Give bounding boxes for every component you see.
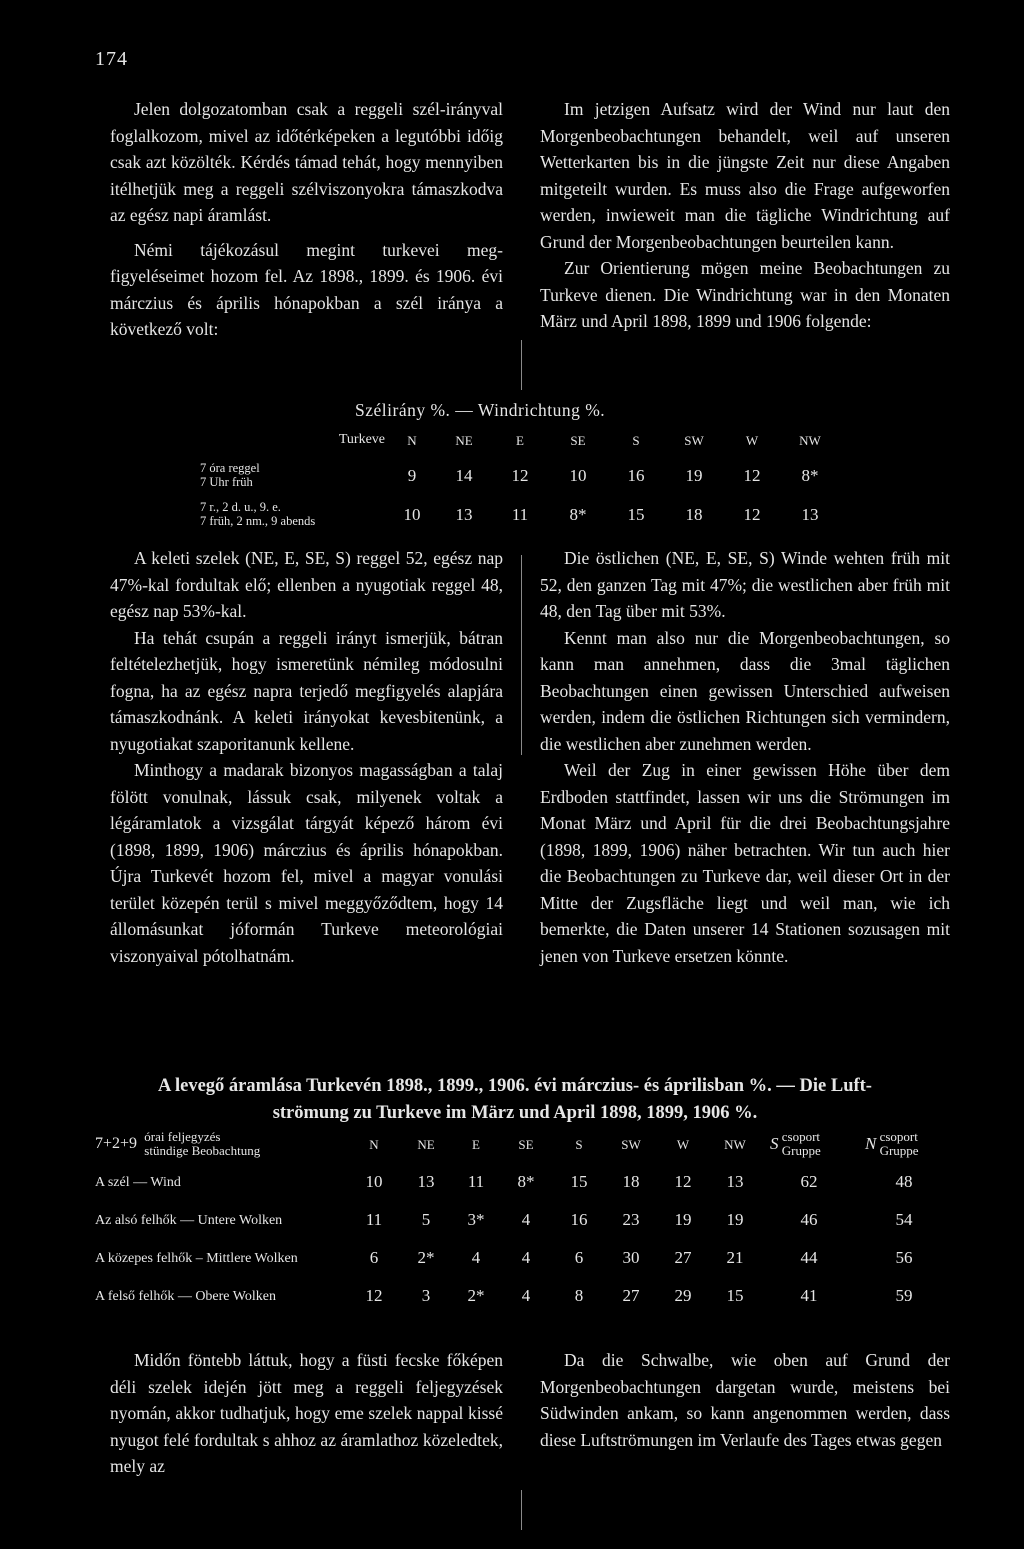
table2-col-header: NW xyxy=(724,1137,746,1152)
paragraph: Minthogy a madarak bizonyos magasságban a talaj fölött vonulnak, lássuk csak, milyenek voltak a légáramlatok a vizsgálat tárgyát képező három évi (1898, 1899, 1906) márczius és április hónapokban. Újra Turkevét hozom fel, mivel a magyar vonulási terület közepén terül s mivel meggyőződtem, hogy 14 állomásunkat jóformán Turkeve meteorológiai viszonyaival pótolhatnám. xyxy=(110,760,503,966)
table1-header-label: Turkeve xyxy=(338,432,385,447)
table2-cell: 3* xyxy=(467,1210,485,1229)
table2-cell: 15 xyxy=(726,1286,744,1305)
table2-title-line: strömung zu Turkeve im März und April 1898, 1899, 1906 %. xyxy=(272,1103,758,1123)
table2-cell: 62 xyxy=(800,1172,818,1191)
table2-cell: 27 xyxy=(622,1286,640,1305)
paragraph: Ha tehát csupán a reggeli irányt ismerjük, bátran feltételezhetjük, hogy ismeretünk némileg módosulni fogna, ha az egész napra terjedő megfigyelés alapjára támaszkodnánk. A keleti irányokat kevesbitenünk, a nyugotiakat szaporitanunk kellene. xyxy=(110,627,503,754)
table2-group-n-header: N csoport Gruppe xyxy=(865,1129,919,1158)
table1-cell: 11 xyxy=(511,505,529,524)
table1-row xyxy=(200,461,860,495)
table2-row xyxy=(95,1248,945,1276)
table1-cell: 15 xyxy=(627,505,645,524)
table2-title-line: A levegő áramlása Turkevén 1898., 1899., 1906. évi márczius- és áprilisban %. — Die Luft- xyxy=(158,1076,872,1096)
table2-cell: 30 xyxy=(622,1248,640,1267)
table2-row-label: Az alsó felhők — Untere Wolken xyxy=(95,1213,283,1228)
page-number: 174 xyxy=(95,48,128,70)
table2-cell: 19 xyxy=(674,1210,692,1229)
table2-cell: 27 xyxy=(674,1248,692,1267)
table1-cell: 16 xyxy=(627,466,645,485)
paragraph: Zur Orientierung mögen meine Beobachtungen zu Turkeve dienen. Die Windrichtung war in den Monaten März und April 1898, 1899 und 1906 folgende: xyxy=(540,258,950,331)
table2-col-header: E xyxy=(472,1137,480,1152)
table1-cell: 14 xyxy=(455,466,473,485)
table2-cell: 18 xyxy=(622,1172,640,1191)
table2-row-label: A közepes felhők – Mittlere Wolken xyxy=(95,1251,298,1266)
table2-cell: 2* xyxy=(467,1286,485,1305)
table1-cell: 10 xyxy=(569,466,587,485)
table2-row xyxy=(95,1210,945,1238)
table2-cell: 41 xyxy=(800,1286,818,1305)
left-column-middle xyxy=(110,545,503,969)
table1-row-label: 7 Uhr früh xyxy=(200,475,253,489)
table1-row-label: 7 früh, 2 nm., 9 abends xyxy=(200,514,316,528)
table2-cell: 4 xyxy=(471,1248,481,1267)
table2-cell: 6 xyxy=(574,1248,584,1267)
table2-cell: 56 xyxy=(895,1248,913,1267)
paragraph: Im jetzigen Aufsatz wird der Wind nur laut den Morgenbeobachtungen behandelt, weil auf unseren Wetterkarten bis in die jüngste Zeit nur diese Angaben mitgeteilt wurden. Es muss also die Frage aufgeworfen werden, inwieweit man die tägliche Windrichtung auf Grund der Morgenbeobachtungen beurteilen kann. xyxy=(540,99,950,252)
table1-col-header: NW xyxy=(799,433,821,448)
table1-col-header: S xyxy=(632,433,640,448)
table2-cell: 8 xyxy=(574,1286,584,1305)
table2-cell: 3 xyxy=(421,1286,431,1305)
table2-cell: 29 xyxy=(674,1286,692,1305)
table2-header-label: stündige Beobachtung xyxy=(144,1143,261,1158)
table2-cell: 21 xyxy=(726,1248,744,1267)
table1-title: Szélirány %. — Windrichtung %. xyxy=(355,400,606,420)
table2-cell: 4 xyxy=(521,1248,531,1267)
table2-cell: 12 xyxy=(674,1172,692,1191)
table2-cell: 2* xyxy=(417,1248,435,1267)
table2-header-label: órai feljegyzés xyxy=(144,1129,221,1144)
table1-col-header: N xyxy=(407,433,417,448)
table1-cell: 13 xyxy=(801,505,819,524)
table2-group-s-header: S csoport Gruppe xyxy=(770,1129,821,1158)
table2-cell: 15 xyxy=(570,1172,588,1191)
table2-row-label: A szél — Wind xyxy=(95,1175,181,1190)
table2-row xyxy=(95,1286,945,1314)
table2-cell: 8* xyxy=(517,1172,535,1191)
table2-cell: 48 xyxy=(895,1172,913,1191)
table2-cell: 46 xyxy=(800,1210,818,1229)
table2-cell: 10 xyxy=(365,1172,383,1191)
table1-cell: 8* xyxy=(569,505,587,524)
column-divider xyxy=(521,1490,522,1530)
right-column-middle xyxy=(540,545,950,969)
table2-cell: 23 xyxy=(622,1210,640,1229)
table2-header-row xyxy=(95,1128,945,1164)
table1-row-label: 7 r., 2 d. u., 9. e. xyxy=(200,500,281,514)
table2-cell: 59 xyxy=(895,1286,913,1305)
table2-col-header: N xyxy=(369,1137,379,1152)
table2-header-prefix: 7+2+9 xyxy=(95,1135,138,1152)
table2-cell: 6 xyxy=(369,1248,379,1267)
column-divider xyxy=(521,555,522,755)
table2-cell: 5 xyxy=(421,1210,431,1229)
table2-col-header: SW xyxy=(621,1137,641,1152)
left-column-intro xyxy=(110,96,503,343)
table1-cell: 18 xyxy=(685,505,703,524)
table1-col-header: SW xyxy=(684,433,704,448)
paragraph: Jelen dolgozatomban csak a reggeli szél-irányval foglalkozom, mivel az időtérképeken a legutóbbi időig csak azt közölték. Kérdés támad tehát, hogy mennyiben itélhetjük meg a reggeli szélviszonyokra támaszkodva az egész napi áramlást. xyxy=(110,99,503,225)
table2-col-header: S xyxy=(575,1137,583,1152)
table2-col-header: SE xyxy=(518,1137,534,1152)
table1-col-header: NE xyxy=(455,433,473,448)
left-column-bottom xyxy=(110,1347,503,1480)
table2-col-header: W xyxy=(676,1137,690,1152)
table1-cell: 12 xyxy=(743,505,761,524)
table2-cell: 11 xyxy=(365,1210,383,1229)
table1-cell: 8* xyxy=(801,466,819,485)
table1-col-header: E xyxy=(516,433,524,448)
table2-cell: 13 xyxy=(726,1172,744,1191)
table2-cell: 4 xyxy=(521,1210,531,1229)
table1-cell: 19 xyxy=(685,466,703,485)
table2-cell: 19 xyxy=(726,1210,744,1229)
table2-title xyxy=(95,1073,935,1127)
right-column-bottom xyxy=(540,1347,950,1453)
table2-row-label: A felső felhők — Obere Wolken xyxy=(95,1289,276,1304)
table1-cell: 9 xyxy=(407,466,417,485)
table1-col-header: W xyxy=(745,433,759,448)
table2-col-header: NE xyxy=(417,1137,435,1152)
table1-col-header: SE xyxy=(570,433,586,448)
table1-row xyxy=(200,500,860,534)
paragraph: Kennt man also nur die Morgenbeobachtungen, so kann man annehmen, dass die 3mal täglichen Beobachtungen einen gewissen Unterschied aufweisen werden, indem die östlichen Richtungen sich vermindern, die westlichen aber zunehmen werden. xyxy=(540,627,950,754)
table2-cell: 12 xyxy=(365,1286,383,1305)
table2-cell: 16 xyxy=(570,1210,588,1229)
right-column-intro xyxy=(540,96,950,335)
table2-row xyxy=(95,1172,945,1200)
paragraph: Die östlichen (NE, E, SE, S) Winde wehten früh mit 52, den ganzen Tag mit 47%; die westlichen aber früh mit 48, den Tag über mit 53%. xyxy=(540,548,950,621)
table2-cell: 11 xyxy=(467,1172,485,1191)
table1-cell: 12 xyxy=(743,466,761,485)
table1-cell: 12 xyxy=(511,466,529,485)
table2-cell: 13 xyxy=(417,1172,435,1191)
table1-cell: 10 xyxy=(403,505,421,524)
paragraph: Weil der Zug in einer gewissen Höhe über dem Erdboden stattfindet, lassen wir uns die Strömungen im Monat März und April für die drei Beobachtungsjahre (1898, 1899, 1906) näher betrachten. Wir tun auch hier die Beobachtungen zu Turkeve dar, weil dieser Ort in der Mitte der Zugsfläche liegt und weil man, wie ich bemerkte, die Daten unserer 14 Stationen sozusagen mit jenen von Turkeve ersetzen könnte. xyxy=(540,760,950,966)
column-divider xyxy=(521,340,522,390)
paragraph: Da die Schwalbe, wie oben auf Grund der Morgenbeobachtungen dargetan wurde, meistens bei Südwinden ankam, so kann angenommen werden, dass diese Luftströmungen im Verlaufe des Tages etwas gegen xyxy=(540,1350,950,1450)
paragraph: Midőn föntebb láttuk, hogy a füsti fecske főképen déli szelek idején jött meg a reggeli feljegyzések nyomán, akkor tudhatjuk, hogy eme szelek nappal kissé nyugot felé fordultak s ahhoz az áramlathoz közeledtek, mely az xyxy=(110,1350,503,1476)
paragraph: Némi tájékozásul megint turkevei meg-figyeléseimet hozom fel. Az 1898., 1899. és 1906. évi márczius és április hónapokban a szél iránya a következő volt: xyxy=(110,239,503,339)
table1-cell: 13 xyxy=(455,505,473,524)
table2-cell: 4 xyxy=(521,1286,531,1305)
table2-cell: 54 xyxy=(895,1210,913,1229)
table2-cell: 44 xyxy=(800,1248,818,1267)
table1-row-label: 7 óra reggel xyxy=(200,461,260,475)
paragraph: A keleti szelek (NE, E, SE, S) reggel 52, egész nap 47%-kal fordultak elő; ellenben a nyugotiak reggel 48, egész nap 53%-kal. xyxy=(110,548,503,621)
